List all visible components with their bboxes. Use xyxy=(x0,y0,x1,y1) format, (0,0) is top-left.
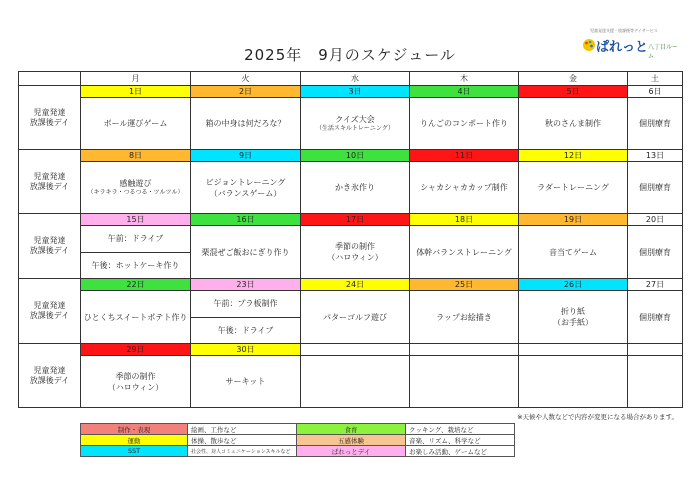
date-cell-sat: 27日 xyxy=(628,279,683,291)
activity-title: 箱の中身は何だろな？ xyxy=(205,119,286,128)
date-cell-wed xyxy=(301,344,410,356)
change-note: ※天候や人数などで内容が変更になる場合があります。 xyxy=(517,413,678,421)
activity-title: サーキット xyxy=(225,377,266,386)
activity-cell-tue xyxy=(191,226,301,279)
date-cell-tue: 16日 xyxy=(191,214,301,226)
date-cell-thu xyxy=(410,344,519,356)
activity-title: 個別療育 xyxy=(639,247,671,257)
weekday-mon: 月 xyxy=(81,72,191,86)
date-cell-fri: 12日 xyxy=(519,150,628,162)
palette-logo-icon xyxy=(582,38,596,52)
logo-place: 八丁目ルーム xyxy=(648,44,679,60)
row-label-line: 放課後デイ xyxy=(29,375,70,385)
logo-name: ぱれっと xyxy=(596,40,649,55)
activity-title: かき氷作り xyxy=(335,183,375,192)
date-cell-tue: 23日 xyxy=(191,279,301,291)
activity-row xyxy=(19,291,683,344)
date-cell-mon: 22日 xyxy=(81,279,191,291)
activity-title-line2: （お手紙） xyxy=(553,318,593,327)
activity-cell-sat xyxy=(628,356,683,408)
activity-title: 秋のさんま制作 xyxy=(545,119,601,128)
row-label-line: 児童発達 xyxy=(33,107,66,117)
date-cell-wed: 3日 xyxy=(301,86,410,98)
corner-cell xyxy=(19,72,81,86)
activity-cell-fri xyxy=(519,98,628,150)
row-label-line: 放課後デイ xyxy=(29,117,70,127)
legend-description: クッキング、栽培など xyxy=(406,424,515,435)
activity-cell-thu xyxy=(410,291,519,344)
row-label-line: 児童発達 xyxy=(33,171,66,181)
activity-title-line2: （バランスゲーム） xyxy=(209,188,282,198)
activity-half: 午前：プラ板制作 xyxy=(213,299,278,308)
legend-description: お楽しみ活動、ゲームなど xyxy=(406,446,515,457)
activity-cell-tue xyxy=(191,162,301,214)
activity-title: 季節の制作 xyxy=(115,371,156,381)
legend-description: 体操、散歩など xyxy=(188,435,297,446)
activity-title: パターゴルフ遊び xyxy=(323,312,387,322)
activity-title: 感触遊び xyxy=(119,179,152,188)
row-label xyxy=(19,214,81,279)
activity-title: 音当てゲーム xyxy=(549,247,597,257)
activity-title: 体幹バランストレーニング xyxy=(416,247,512,257)
legend-row xyxy=(81,446,515,457)
weekday-header-row xyxy=(19,72,683,86)
row-label-line: 児童発達 xyxy=(33,301,66,310)
legend-row xyxy=(81,424,515,435)
row-label-line: 児童発達 xyxy=(33,365,66,375)
activity-title: ビジョントレーニング xyxy=(205,177,286,187)
row-label xyxy=(19,344,81,408)
date-cell-mon: 15日 xyxy=(81,214,191,226)
weekday-sat: 土 xyxy=(628,72,683,86)
activity-cell-tue xyxy=(191,356,301,408)
date-cell-wed: 10日 xyxy=(301,150,410,162)
row-label xyxy=(19,150,81,214)
activity-title-line2: （ハロウィン） xyxy=(107,382,164,392)
activity-cell-wed xyxy=(301,98,410,150)
activity-cell-sat xyxy=(628,291,683,344)
activity-cell-sat xyxy=(628,162,683,214)
logo-subtitle: 児童発達支援・放課後等デイサービス xyxy=(590,28,658,33)
activity-cell-mon xyxy=(81,98,191,150)
weekday-tue: 火 xyxy=(191,72,301,86)
date-cell-mon: 1日 xyxy=(81,86,191,98)
activity-cell-thu xyxy=(410,226,519,279)
activity-cell-mon xyxy=(81,291,191,344)
row-label-line: 児童発達 xyxy=(33,236,66,245)
activity-title: ひとくちスイートポテト作り xyxy=(83,312,188,322)
legend-description: 社会性、対人コミュニケーションスキルなど xyxy=(188,446,297,457)
activity-half: 午後：ドライブ xyxy=(191,317,300,343)
row-label-line: 放課後デイ xyxy=(29,246,70,255)
date-row xyxy=(19,86,683,98)
activity-title: 季節の制作 xyxy=(335,242,375,251)
activity-cell-sat xyxy=(628,226,683,279)
activity-cell-tue xyxy=(191,98,301,150)
date-row xyxy=(19,214,683,226)
logo xyxy=(582,28,682,68)
row-label xyxy=(19,279,81,344)
activity-title-line2: （ハロウィン） xyxy=(327,253,383,262)
date-cell-fri: 5日 xyxy=(519,86,628,98)
activity-title: 個別療育 xyxy=(639,119,671,128)
activity-subtitle: （キラキラ・つるつる・ツルツル） xyxy=(87,189,184,196)
legend-description: 音楽、リズム、科学など xyxy=(406,435,515,446)
date-cell-fri: 26日 xyxy=(519,279,628,291)
activity-row xyxy=(19,162,683,214)
legend-category: 食育 xyxy=(297,424,406,435)
legend-category: 五感体験 xyxy=(297,435,406,446)
date-cell-thu: 11日 xyxy=(410,150,519,162)
activity-cell-fri xyxy=(519,226,628,279)
activity-cell-mon xyxy=(81,162,191,214)
legend-category: SST xyxy=(81,446,188,457)
date-cell-wed: 24日 xyxy=(301,279,410,291)
date-cell-tue: 9日 xyxy=(191,150,301,162)
date-cell-thu: 4日 xyxy=(410,86,519,98)
row-label-line: 放課後デイ xyxy=(29,311,70,320)
legend-category: 制作・表現 xyxy=(81,424,188,435)
schedule-table xyxy=(18,71,683,408)
weekday-thu: 木 xyxy=(410,72,519,86)
activity-cell-thu xyxy=(410,356,519,408)
date-cell-thu: 25日 xyxy=(410,279,519,291)
page-title: 2025年 9月のスケジュール xyxy=(244,46,456,64)
activity-cell-mon xyxy=(81,356,191,408)
activity-row xyxy=(19,98,683,150)
date-cell-sat xyxy=(628,344,683,356)
row-label xyxy=(19,86,81,150)
activity-title: ラップお絵描き xyxy=(436,312,492,322)
activity-cell-fri xyxy=(519,291,628,344)
activity-cell-wed xyxy=(301,162,410,214)
activity-row xyxy=(19,356,683,408)
date-row xyxy=(19,150,683,162)
legend-description: 絵画、工作など xyxy=(188,424,297,435)
date-cell-wed: 17日 xyxy=(301,214,410,226)
activity-title: 個別療育 xyxy=(639,183,671,192)
activity-title: 個別療育 xyxy=(639,312,671,322)
activity-cell-sat xyxy=(628,98,683,150)
activity-cell-wed xyxy=(301,356,410,408)
activity-cell-fri xyxy=(519,356,628,408)
activity-title: シャカシャカカップ制作 xyxy=(420,183,508,192)
activity-cell-fri xyxy=(519,162,628,214)
activity-cell-tue xyxy=(191,291,301,344)
date-cell-mon: 29日 xyxy=(81,344,191,356)
date-cell-sat: 20日 xyxy=(628,214,683,226)
date-cell-fri: 19日 xyxy=(519,214,628,226)
activity-title: ラダートレーニング xyxy=(537,183,609,192)
legend-category: ぱれっとデイ xyxy=(297,446,406,457)
activity-cell-mon xyxy=(81,226,191,279)
date-cell-mon: 8日 xyxy=(81,150,191,162)
date-cell-sat: 13日 xyxy=(628,150,683,162)
activity-cell-thu xyxy=(410,98,519,150)
activity-half: 午前：ドライブ xyxy=(107,234,164,243)
date-cell-tue: 30日 xyxy=(191,344,301,356)
activity-subtitle: （生活スキルトレーニング） xyxy=(315,125,394,132)
activity-half: 午後：ホットケーキ作り xyxy=(81,252,190,278)
date-cell-fri xyxy=(519,344,628,356)
activity-title: 栗混ぜご飯おにぎり作り xyxy=(201,247,290,257)
legend-row xyxy=(81,435,515,446)
activity-row xyxy=(19,226,683,279)
activity-title: ボール運びゲーム xyxy=(103,119,168,128)
date-cell-tue: 2日 xyxy=(191,86,301,98)
date-row xyxy=(19,279,683,291)
activity-cell-wed xyxy=(301,226,410,279)
row-label-line: 放課後デイ xyxy=(29,181,70,191)
activity-title: クイズ大会 xyxy=(335,115,375,124)
activity-title: 折り紙 xyxy=(561,307,585,316)
weekday-wed: 水 xyxy=(301,72,410,86)
date-cell-sat: 6日 xyxy=(628,86,683,98)
activity-cell-thu xyxy=(410,162,519,214)
activity-cell-wed xyxy=(301,291,410,344)
date-row xyxy=(19,344,683,356)
date-cell-thu: 18日 xyxy=(410,214,519,226)
activity-title: りんごのコンポート作り xyxy=(420,119,508,128)
weekday-fri: 金 xyxy=(519,72,628,86)
legend-category: 運動 xyxy=(81,435,188,446)
legend-table xyxy=(80,423,515,457)
